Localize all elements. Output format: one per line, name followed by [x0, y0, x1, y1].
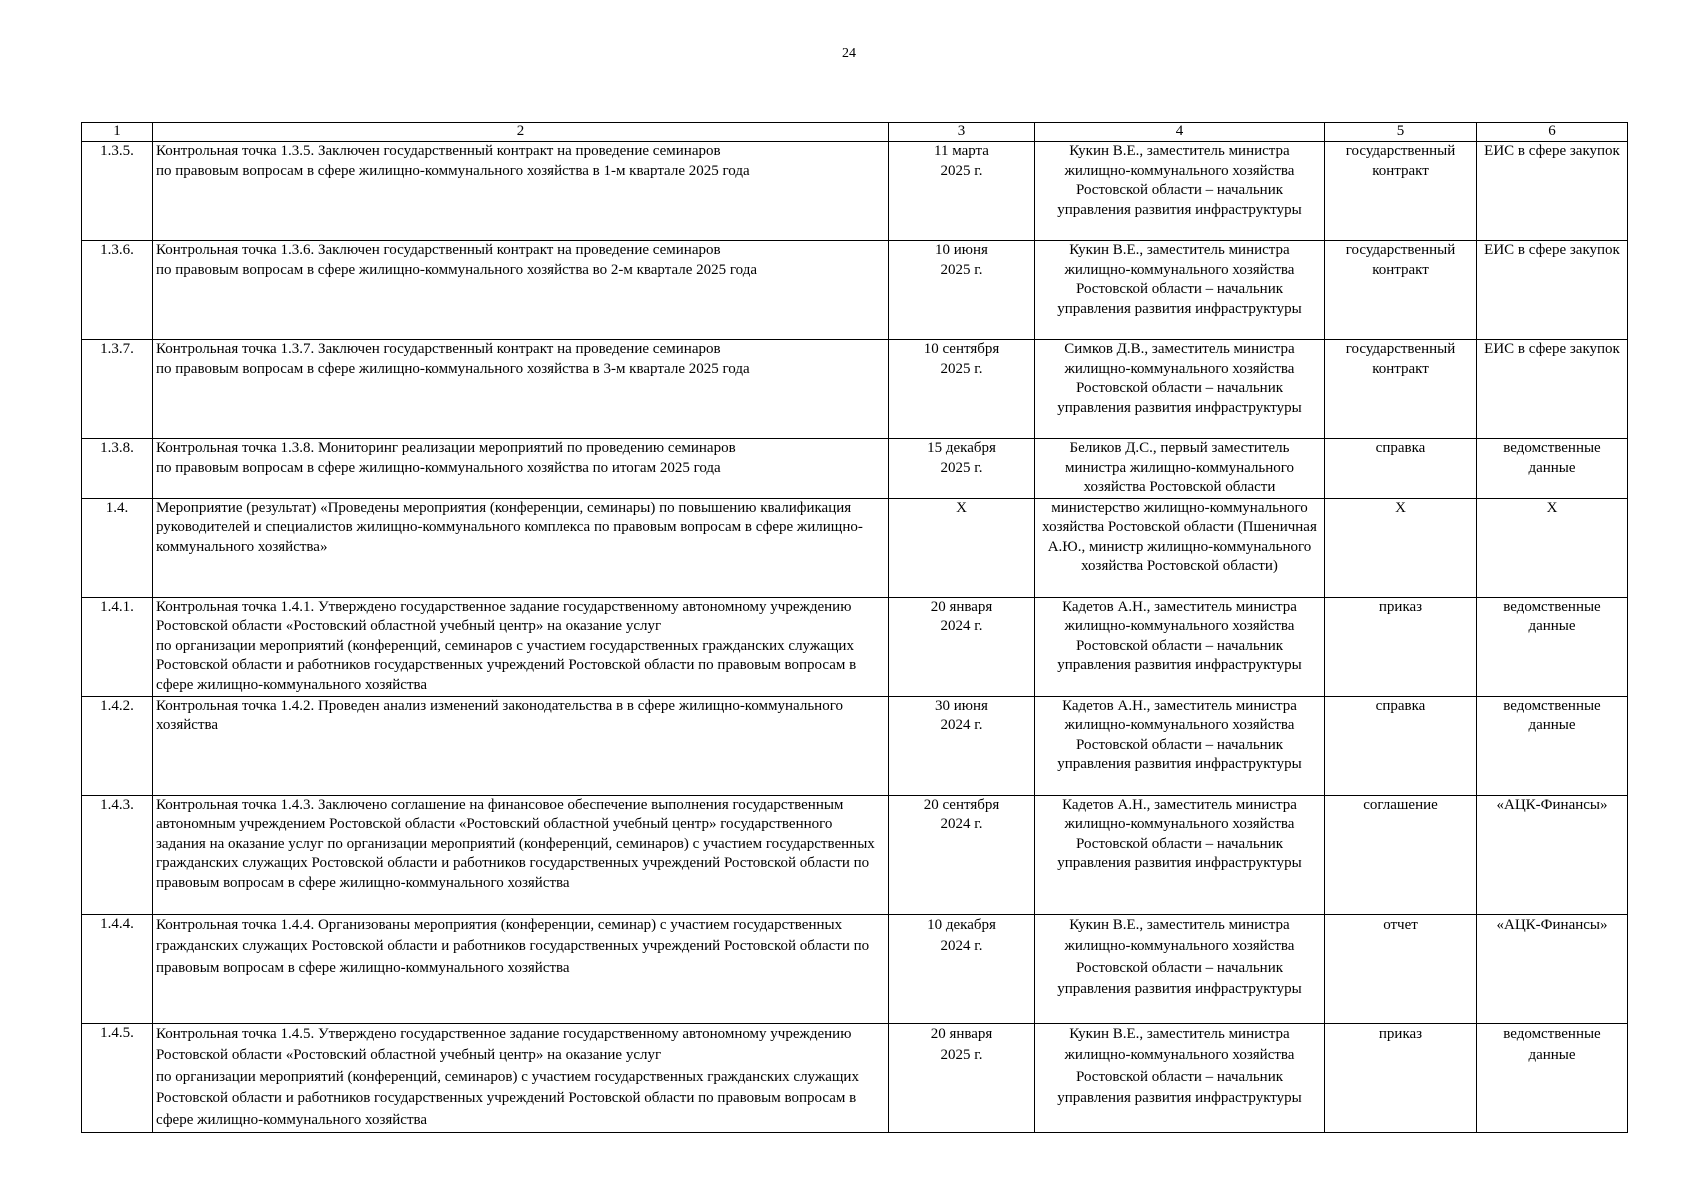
- row-source: ведомственные данные: [1477, 1023, 1628, 1132]
- page-number: 24: [842, 46, 856, 61]
- row-responsible: Кукин В.Е., заместитель министра жилищно-коммунального хозяйства Ростовской области – начальник управления развития инфраструктуры: [1035, 142, 1325, 241]
- table-row: [82, 795, 1628, 914]
- row-number: 1.4.1.: [82, 597, 153, 696]
- row-source: ведомственные данные: [1477, 696, 1628, 795]
- row-document: соглашение: [1325, 795, 1477, 914]
- row-number: 1.4.3.: [82, 795, 153, 914]
- row-number: 1.3.5.: [82, 142, 153, 241]
- table-row: [82, 142, 1628, 241]
- column-header: 4: [1035, 123, 1325, 142]
- row-date: 10 декабря 2024 г.: [889, 914, 1035, 1023]
- column-header: 6: [1477, 123, 1628, 142]
- row-date: 30 июня 2024 г.: [889, 696, 1035, 795]
- row-description: Контрольная точка 1.3.8. Мониторинг реализации мероприятий по проведению семинаров по правовым вопросам в сфере жилищно-коммунального хозяйства по итогам 2025 года: [153, 439, 889, 499]
- column-header: 2: [153, 123, 889, 142]
- table-row: [82, 597, 1628, 696]
- row-document: отчет: [1325, 914, 1477, 1023]
- row-source: ЕИС в сфере закупок: [1477, 142, 1628, 241]
- row-date: Х: [889, 498, 1035, 597]
- row-document: государственный контракт: [1325, 142, 1477, 241]
- row-date: 20 января 2024 г.: [889, 597, 1035, 696]
- row-responsible: Беликов Д.С., первый заместитель министра жилищно-коммунального хозяйства Ростовской области: [1035, 439, 1325, 499]
- row-date: 10 июня 2025 г.: [889, 241, 1035, 340]
- row-description: Контрольная точка 1.3.5. Заключен государственный контракт на проведение семинаров по правовым вопросам в сфере жилищно-коммунального хозяйства в 1-м квартале 2025 года: [153, 142, 889, 241]
- row-description: Контрольная точка 1.4.3. Заключено соглашение на финансовое обеспечение выполнения государственным автономным учреждением Ростовской области «Ростовский областной учебный центр» государственного задания на оказание услуг по организации мероприятий (конференций, семинаров) с участием государственных гражданских служащих Ростовской области и работников государственных учреждений Ростовской области по правовым вопросам в сфере жилищно-коммунального хозяйства: [153, 795, 889, 914]
- row-description: Контрольная точка 1.4.4. Организованы мероприятия (конференции, семинар) с участием государственных гражданских служащих Ростовской области и работников государственных учреждений Ростовской области по правовым вопросам в сфере жилищно-коммунального хозяйства: [153, 914, 889, 1023]
- row-document: государственный контракт: [1325, 241, 1477, 340]
- row-number: 1.4.: [82, 498, 153, 597]
- row-description: Контрольная точка 1.4.1. Утверждено государственное задание государственному автономному учреждению Ростовской области «Ростовский областной учебный центр» на оказание услуг по организации мероприятий (конференций, семинаров с участием государственных гражданских служащих Ростовской области и работников государственных учреждений Ростовской области по правовым вопросам в сфере жилищно-коммунального хозяйства: [153, 597, 889, 696]
- row-source: «АЦК-Финансы»: [1477, 795, 1628, 914]
- row-source: ЕИС в сфере закупок: [1477, 340, 1628, 439]
- row-responsible: Кадетов А.Н., заместитель министра жилищно-коммунального хозяйства Ростовской области – начальник управления развития инфраструктуры: [1035, 696, 1325, 795]
- row-source: ведомственные данные: [1477, 439, 1628, 499]
- row-date: 11 марта 2025 г.: [889, 142, 1035, 241]
- row-responsible: Кукин В.Е., заместитель министра жилищно-коммунального хозяйства Ростовской области – начальник управления развития инфраструктуры: [1035, 1023, 1325, 1132]
- row-number: 1.4.2.: [82, 696, 153, 795]
- column-header: 5: [1325, 123, 1477, 142]
- row-description: Контрольная точка 1.3.6. Заключен государственный контракт на проведение семинаров по правовым вопросам в сфере жилищно-коммунального хозяйства во 2-м квартале 2025 года: [153, 241, 889, 340]
- table-row: [82, 1023, 1628, 1132]
- column-header: 3: [889, 123, 1035, 142]
- row-responsible: Кадетов А.Н., заместитель министра жилищно-коммунального хозяйства Ростовской области – начальник управления развития инфраструктуры: [1035, 795, 1325, 914]
- row-description: Контрольная точка 1.4.2. Проведен анализ изменений законодательства в в сфере жилищно-коммунального хозяйства: [153, 696, 889, 795]
- row-number: 1.4.4.: [82, 914, 153, 1023]
- row-source: ведомственные данные: [1477, 597, 1628, 696]
- row-document: справка: [1325, 439, 1477, 499]
- row-description: Мероприятие (результат) «Проведены мероприятия (конференции, семинары) по повышению квалификация руководителей и специалистов жилищно-коммунального комплекса по правовым вопросам в сфере жилищно-коммунального хозяйства»: [153, 498, 889, 597]
- row-date: 15 декабря 2025 г.: [889, 439, 1035, 499]
- row-responsible: Симков Д.В., заместитель министра жилищно-коммунального хозяйства Ростовской области – начальник управления развития инфраструктуры: [1035, 340, 1325, 439]
- row-document: государственный контракт: [1325, 340, 1477, 439]
- row-responsible: Кукин В.Е., заместитель министра жилищно-коммунального хозяйства Ростовской области – начальник управления развития инфраструктуры: [1035, 914, 1325, 1023]
- row-document: Х: [1325, 498, 1477, 597]
- row-number: 1.3.8.: [82, 439, 153, 499]
- control-points-table: [81, 122, 1628, 1133]
- table-row: [82, 439, 1628, 499]
- table-row: [82, 914, 1628, 1023]
- row-number: 1.3.7.: [82, 340, 153, 439]
- table-row: [82, 340, 1628, 439]
- row-description: Контрольная точка 1.4.5. Утверждено государственное задание государственному автономному учреждению Ростовской области «Ростовский областной учебный центр» на оказание услуг по организации мероприятий (конференций, семинаров) с участием государственных гражданских служащих Ростовской области и работников государственных учреждений Ростовской области по правовым вопросам в сфере жилищно-коммунального хозяйства: [153, 1023, 889, 1132]
- row-document: приказ: [1325, 597, 1477, 696]
- row-description: Контрольная точка 1.3.7. Заключен государственный контракт на проведение семинаров по правовым вопросам в сфере жилищно-коммунального хозяйства в 3-м квартале 2025 года: [153, 340, 889, 439]
- row-number: 1.3.6.: [82, 241, 153, 340]
- row-source: Х: [1477, 498, 1628, 597]
- row-responsible: Кукин В.Е., заместитель министра жилищно-коммунального хозяйства Ростовской области – начальник управления развития инфраструктуры: [1035, 241, 1325, 340]
- row-date: 20 сентября 2024 г.: [889, 795, 1035, 914]
- row-number: 1.4.5.: [82, 1023, 153, 1132]
- header-row: [82, 123, 1628, 142]
- row-source: ЕИС в сфере закупок: [1477, 241, 1628, 340]
- row-responsible: Кадетов А.Н., заместитель министра жилищно-коммунального хозяйства Ростовской области – начальник управления развития инфраструктуры: [1035, 597, 1325, 696]
- row-date: 10 сентября 2025 г.: [889, 340, 1035, 439]
- row-responsible: министерство жилищно-коммунального хозяйства Ростовской области (Пшеничная А.Ю., министр жилищно-коммунального хозяйства Ростовской области): [1035, 498, 1325, 597]
- row-date: 20 января 2025 г.: [889, 1023, 1035, 1132]
- row-document: справка: [1325, 696, 1477, 795]
- table-row: [82, 241, 1628, 340]
- column-header: 1: [82, 123, 153, 142]
- row-source: «АЦК-Финансы»: [1477, 914, 1628, 1023]
- table-row: [82, 696, 1628, 795]
- table-row: [82, 498, 1628, 597]
- row-document: приказ: [1325, 1023, 1477, 1132]
